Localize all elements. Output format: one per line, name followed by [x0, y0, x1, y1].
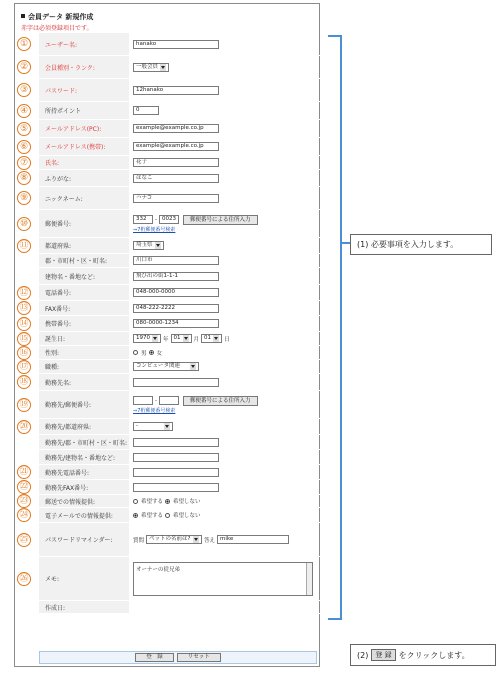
reminder-question-value: ペットの名前は?: [149, 536, 191, 542]
chevron-down-icon: [190, 363, 196, 370]
gender-male-label: 男: [141, 350, 147, 357]
label-points: 所持ポイント: [39, 102, 129, 119]
label-username: ユーザー名:: [39, 33, 129, 55]
row-password: [19, 79, 331, 102]
step-number: ⑯: [17, 346, 31, 360]
zip-lookup-button[interactable]: 郵便番号による住所入力: [183, 215, 258, 225]
company-zip-lookup-button[interactable]: 郵便番号による住所入力: [183, 396, 258, 406]
row-email-info: [19, 508, 331, 523]
occupation-value: コンピュータ関連: [136, 363, 181, 369]
row-company-fax: [19, 480, 331, 495]
building-input[interactable]: 飛び出の街1-1-1: [133, 272, 219, 281]
company-fax-input[interactable]: [133, 483, 219, 492]
occupation-select[interactable]: [133, 362, 199, 371]
chevron-down-icon: [164, 423, 170, 430]
prefecture-value: 埼玉県: [136, 242, 153, 248]
step-number: ⑫: [17, 286, 31, 300]
label-company-city: 勤務先/郡・市町村・区・町名:: [39, 435, 129, 449]
step-number: ㉔: [17, 508, 31, 522]
label-email-pc: メールアドレス(PC):: [39, 120, 129, 137]
label-fax: FAX番号:: [39, 301, 129, 315]
step-number: ⑰: [17, 360, 31, 374]
reminder-answer-input[interactable]: mike: [217, 535, 289, 544]
row-password-reminder: [19, 523, 331, 557]
mail-info-yes-radio[interactable]: [133, 499, 138, 504]
row-points: [19, 102, 331, 120]
step-number: ③: [17, 83, 31, 97]
label-company: 勤務先名:: [39, 374, 129, 390]
day-unit: 日: [224, 336, 230, 343]
label-prefecture: 都道府県:: [39, 238, 129, 253]
label-member-rank: 会員種別・ランク:: [39, 56, 129, 78]
reminder-question-select[interactable]: [146, 535, 202, 544]
company-phone-input[interactable]: [133, 468, 219, 477]
birth-month-value: 01: [173, 335, 181, 341]
gender-female-radio[interactable]: [149, 350, 154, 355]
row-name: [19, 156, 331, 170]
row-company: [19, 374, 331, 391]
label-zip: 郵便番号:: [39, 210, 129, 237]
title-square-icon: [21, 14, 25, 18]
label-phone: 電話番号:: [39, 285, 129, 300]
reset-button[interactable]: リセット: [177, 653, 221, 662]
chevron-down-icon: [155, 242, 161, 249]
month-unit: 月: [193, 336, 200, 343]
label-company-building: 勤務先/建物名・番地など:: [39, 450, 129, 464]
row-email-mobile: [19, 138, 331, 156]
chevron-down-icon: [193, 536, 199, 543]
label-nickname: ニックネーム:: [39, 187, 129, 209]
callout-step2-suffix: をクリックします。: [398, 650, 470, 660]
row-city: [39, 254, 331, 268]
row-memo: [19, 557, 331, 601]
label-gender: 性別:: [39, 346, 129, 359]
company-zip1-input[interactable]: [133, 396, 153, 405]
label-company-fax: 勤務先FAX番号:: [39, 480, 129, 494]
callout-register-button: 登 録: [371, 649, 395, 661]
step-number: ⑬: [17, 301, 31, 315]
step-number: ㉖: [17, 572, 31, 586]
label-password-reminder: パスワードリマインダー:: [39, 523, 129, 556]
row-company-city: [39, 435, 331, 450]
company-zip-dash: -: [155, 397, 157, 404]
label-email-info: 電子メールでの情報提供:: [39, 508, 129, 522]
row-nickname: [19, 187, 331, 210]
mail-info-yes-label: 希望する: [141, 499, 164, 505]
birth-day-select[interactable]: [201, 334, 222, 343]
step-number: ⑱: [17, 375, 31, 389]
bracket-tick: [342, 242, 350, 244]
label-mobile: 携帯番号:: [39, 316, 129, 331]
label-mail-info: 郵送での情報提供:: [39, 495, 129, 507]
step-number: ㉕: [17, 533, 31, 547]
label-created: 作成日:: [39, 601, 129, 613]
row-building: [39, 268, 331, 285]
scrollbar[interactable]: [306, 563, 312, 595]
callout-step2: [350, 644, 496, 666]
label-building: 建物名・番地など:: [39, 268, 129, 284]
row-phone: [19, 285, 331, 301]
memo-text: オーナーの従兄弟: [136, 566, 181, 573]
phone-input[interactable]: 048-000-0000: [133, 288, 219, 297]
step-number: ②: [17, 60, 31, 74]
company-prefecture-select[interactable]: [133, 422, 173, 431]
gender-male-radio[interactable]: [133, 350, 138, 355]
row-created: [39, 601, 331, 614]
row-furigana: [19, 170, 331, 187]
row-company-prefecture: [19, 419, 331, 435]
step-number: ㉓: [17, 494, 31, 508]
member-rank-value: 一般会員: [136, 63, 159, 70]
row-fax: [19, 301, 331, 316]
label-email-mobile: メールアドレス(携帯):: [39, 138, 129, 155]
step-number: ⑭: [17, 317, 31, 331]
row-company-building: [39, 450, 331, 465]
step-number: ⑤: [17, 122, 31, 136]
step-number: ⑮: [17, 332, 31, 346]
row-mail-info: [19, 495, 331, 508]
row-birthday: [19, 332, 331, 346]
mobile-input[interactable]: 080-0000-1234: [133, 319, 219, 328]
step-number: ⑨: [17, 191, 31, 205]
points-input[interactable]: 0: [133, 106, 159, 115]
row-gender: [19, 346, 331, 360]
reminder-question-label: 質問: [133, 537, 145, 544]
row-company-zip: [19, 391, 331, 419]
birth-year-select[interactable]: [133, 334, 161, 343]
row-occupation: [19, 360, 331, 374]
callout-step2-prefix: (2): [357, 650, 369, 660]
zip1-input[interactable]: 332: [133, 215, 153, 224]
row-email-pc: [19, 120, 331, 138]
label-city: 郡・市町村・区・町名:: [39, 254, 129, 267]
row-username: [19, 33, 331, 56]
label-occupation: 職種:: [39, 360, 129, 373]
label-furigana: ふりがな:: [39, 170, 129, 186]
form-title-text: 会員データ 新規作成: [28, 13, 94, 21]
company-input[interactable]: [133, 378, 219, 387]
company-prefecture-value: -: [136, 423, 138, 429]
row-member-rank: [19, 56, 331, 79]
form-footer: [39, 651, 317, 664]
form-rows: [19, 33, 331, 614]
form-title: [21, 12, 93, 22]
label-password: パスワード:: [39, 79, 129, 101]
step-number: ⑦: [17, 156, 31, 170]
row-zip: [19, 210, 331, 238]
required-note: 赤字は必須登録項目です。: [21, 25, 93, 32]
step-number: ①: [17, 37, 31, 51]
reminder-answer-label: 答え: [204, 537, 216, 544]
input-bracket: [328, 35, 342, 620]
step-number: ⑩: [17, 217, 31, 231]
birth-month-select[interactable]: [171, 334, 192, 343]
company-zip-search-link[interactable]: ⇒7桁郵便番号検索: [133, 407, 176, 414]
name-input[interactable]: 花子: [133, 158, 219, 167]
chevron-down-icon: [160, 64, 166, 71]
nickname-input[interactable]: ハナコ: [133, 194, 219, 203]
city-input[interactable]: 川口市: [133, 256, 219, 265]
email-info-yes-label: 希望する: [141, 513, 164, 519]
gender-female-label: 女: [156, 350, 163, 357]
step-number: ④: [17, 104, 31, 118]
company-zip2-input[interactable]: [159, 396, 179, 405]
callout-step1: (1) 必要事項を入力します。: [350, 234, 492, 255]
chevron-down-icon: [183, 335, 189, 342]
username-input[interactable]: hanako: [133, 40, 219, 49]
member-rank-select[interactable]: [133, 63, 169, 72]
label-birthday: 誕生日:: [39, 332, 129, 345]
birth-year-value: 1970: [136, 335, 150, 341]
step-number: ㉒: [17, 480, 31, 494]
label-memo: メモ:: [39, 557, 129, 600]
email-info-yes-radio[interactable]: [133, 513, 138, 518]
step-number: ⑲: [17, 398, 31, 412]
step-number: ⑳: [17, 420, 31, 434]
step-number: ⑧: [17, 171, 31, 185]
company-city-input[interactable]: [133, 438, 219, 447]
mail-info-no-label: 希望しない: [173, 499, 201, 505]
submit-button[interactable]: 登 録: [135, 653, 174, 662]
label-company-zip: 勤務先/郵便番号:: [39, 391, 129, 418]
step-number: ⑥: [17, 140, 31, 154]
year-unit: 年: [163, 336, 169, 343]
email-mobile-input[interactable]: example@example.co.jp: [133, 142, 219, 151]
row-company-phone: [19, 465, 331, 480]
label-company-phone: 勤務先電話番号:: [39, 465, 129, 479]
email-info-no-label: 希望しない: [173, 513, 201, 519]
label-company-prefecture: 勤務先/都道府県:: [39, 419, 129, 434]
password-input[interactable]: 12hanako: [133, 86, 219, 95]
row-prefecture: [19, 238, 331, 254]
memo-textarea[interactable]: [133, 562, 313, 596]
step-number: ㉑: [17, 465, 31, 479]
label-name: 氏名:: [39, 156, 129, 169]
company-building-input[interactable]: [133, 453, 219, 462]
member-form-panel: [14, 3, 320, 667]
fax-input[interactable]: 048-222-2222: [133, 304, 219, 313]
chevron-down-icon: [152, 335, 158, 342]
mail-info-no-radio[interactable]: [165, 499, 170, 504]
chevron-down-icon: [213, 335, 219, 342]
furigana-input[interactable]: はなこ: [133, 174, 219, 183]
email-pc-input[interactable]: example@example.co.jp: [133, 124, 219, 133]
prefecture-select[interactable]: [133, 241, 164, 250]
step-number: ⑪: [17, 239, 31, 253]
row-mobile: [19, 316, 331, 332]
zip2-input[interactable]: 0023: [159, 215, 179, 224]
zip-dash: -: [155, 216, 157, 223]
zip-search-link[interactable]: ⇒7桁郵便番号検索: [133, 226, 176, 233]
email-info-no-radio[interactable]: [165, 513, 170, 518]
birth-day-value: 01: [204, 335, 212, 341]
